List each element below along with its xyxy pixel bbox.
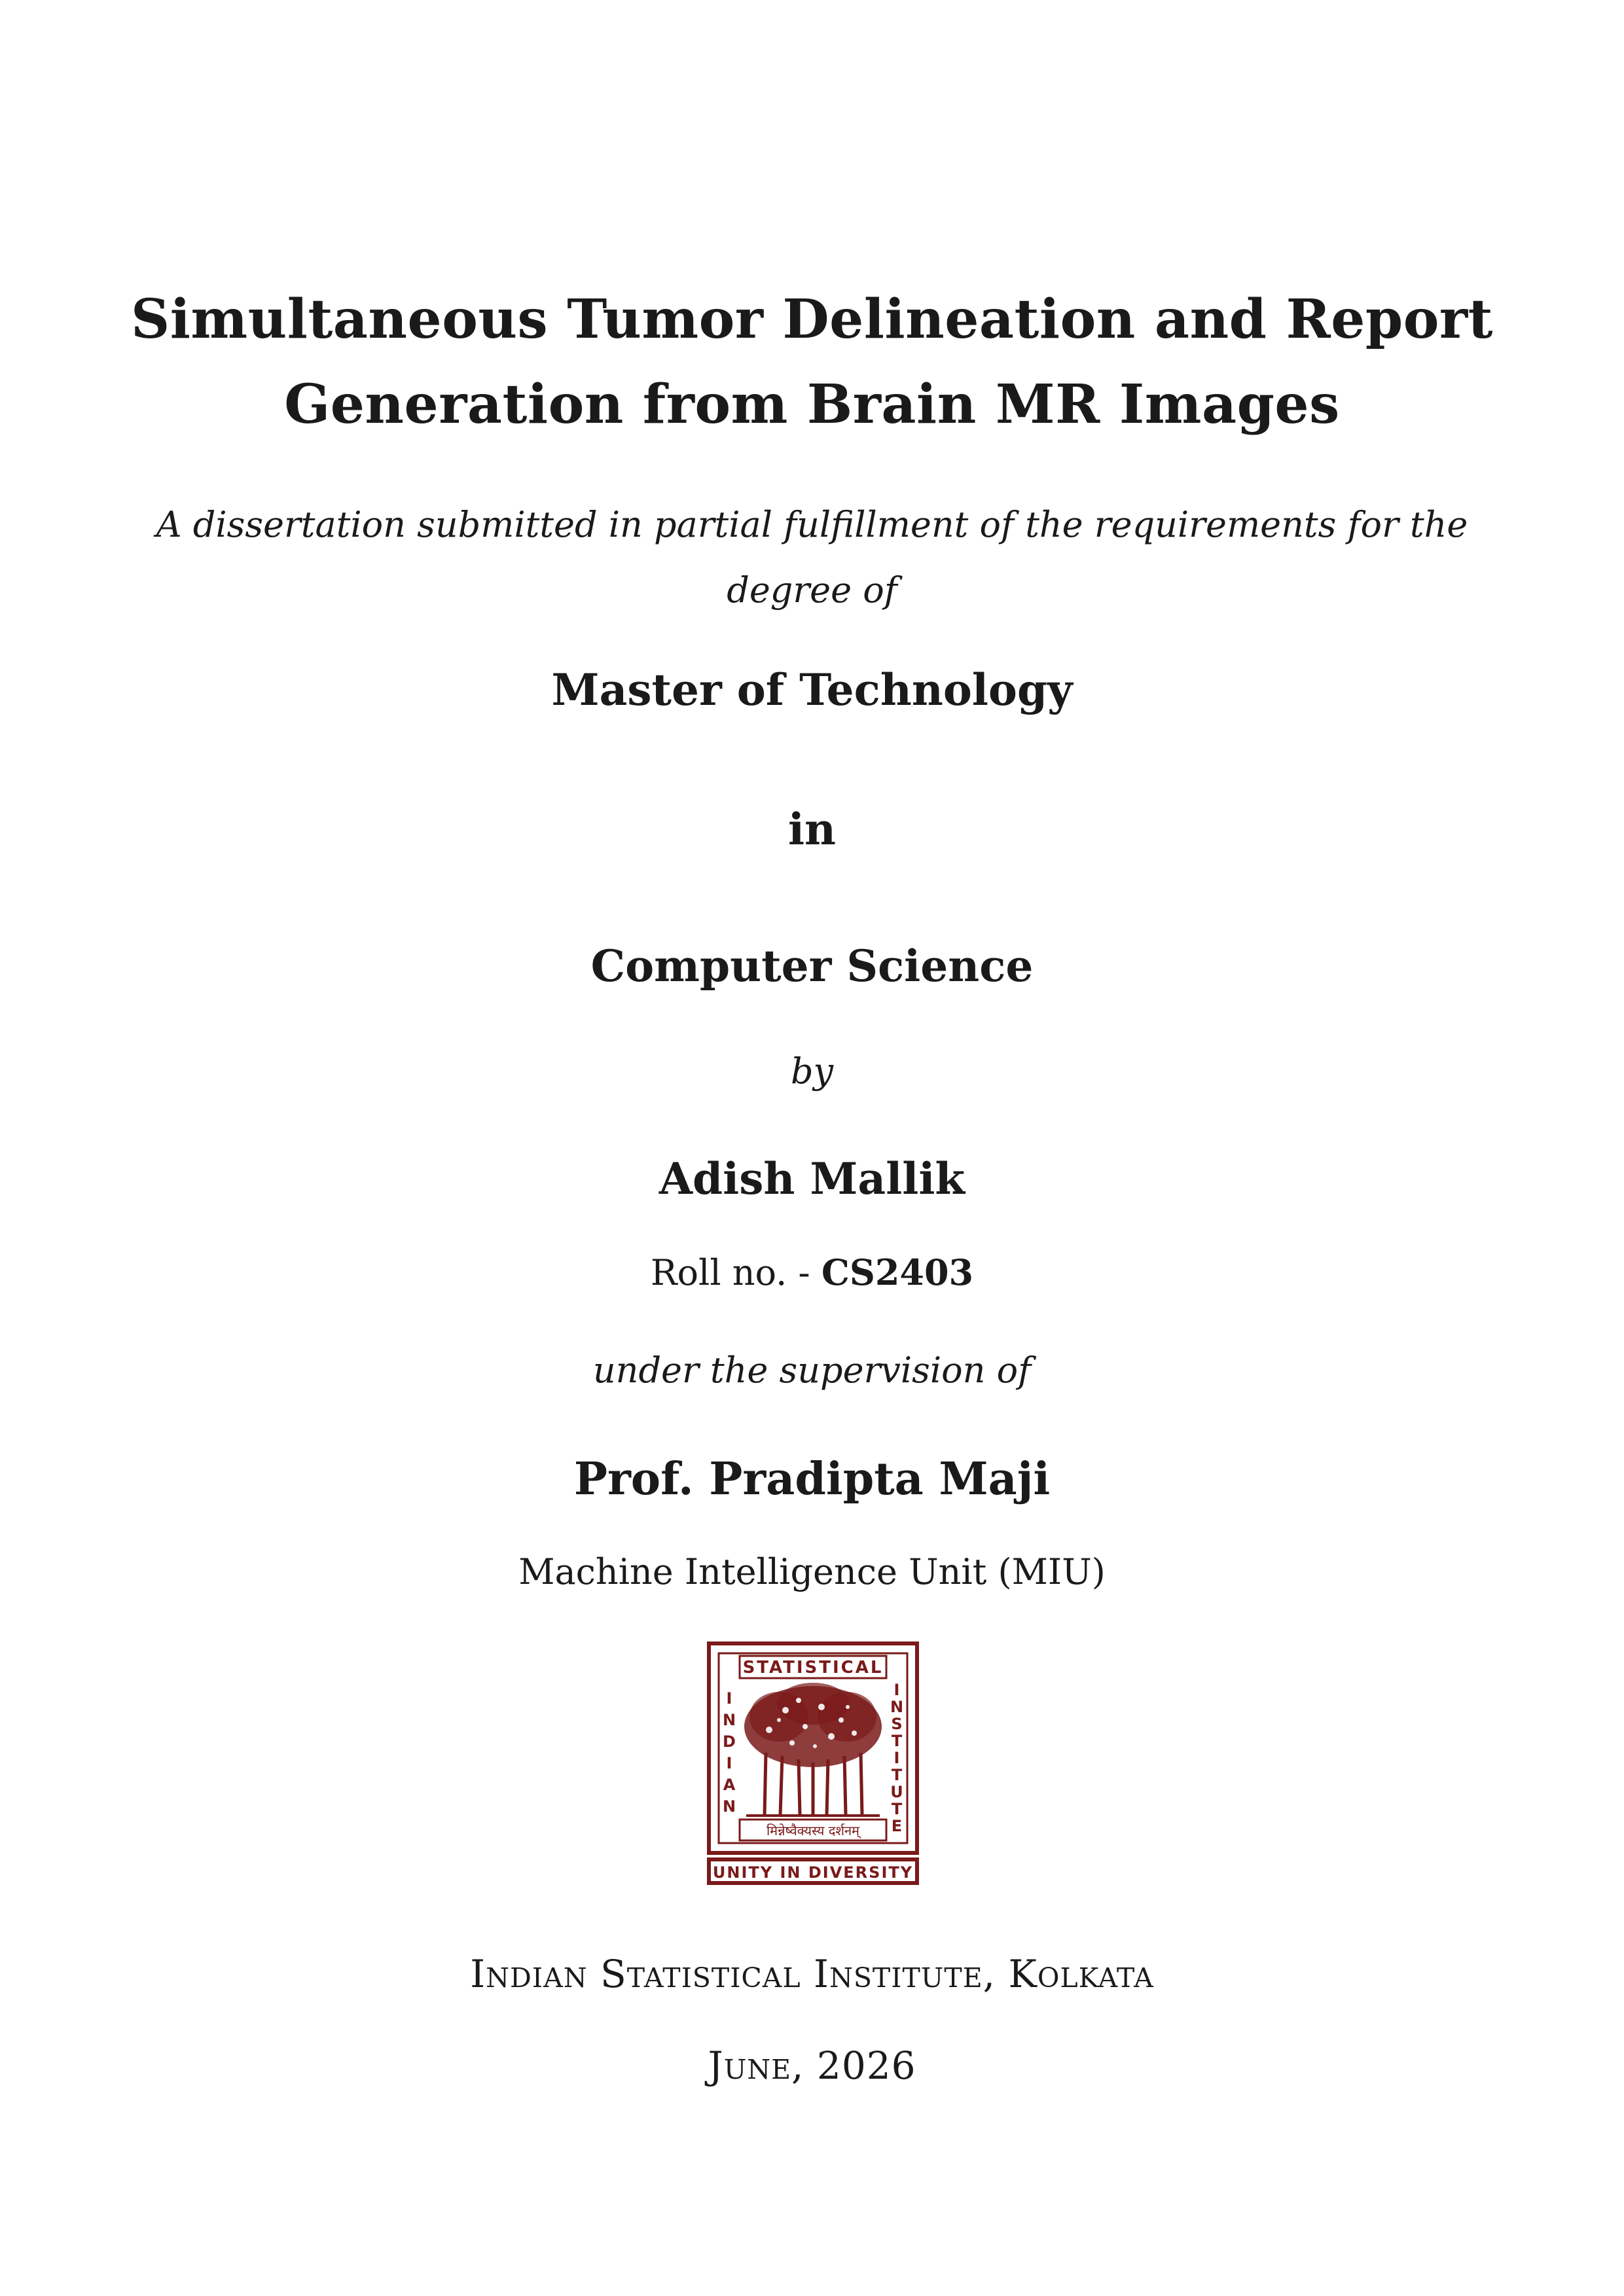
svg-text:E: E bbox=[891, 1817, 903, 1835]
svg-text:UNITY IN DIVERSITY: UNITY IN DIVERSITY bbox=[712, 1863, 914, 1882]
supervisor-name: Prof. Pradipta Maji bbox=[573, 1453, 1051, 1505]
svg-text:मिन्नेष्वैक्यस्य दर्शनम्: मिन्नेष्वैक्यस्य दर्शनम् bbox=[766, 1823, 860, 1839]
degree-in: in bbox=[787, 804, 837, 855]
submission-statement-line-1: A dissertation submitted in partial fulfillment of the requirements for the bbox=[156, 504, 1468, 545]
svg-text:N: N bbox=[722, 1797, 736, 1816]
svg-text:N: N bbox=[722, 1711, 736, 1729]
supervision-label: under the supervision of bbox=[592, 1350, 1032, 1391]
submission-statement-line-2: degree of bbox=[727, 569, 897, 611]
degree-name: Master of Technology bbox=[551, 664, 1073, 715]
by-label: by bbox=[790, 1050, 834, 1092]
svg-text:T: T bbox=[891, 1732, 903, 1750]
roll-label: Roll no. - bbox=[650, 1252, 810, 1293]
submission-date: June, 2026 bbox=[708, 2043, 916, 2088]
svg-text:U: U bbox=[890, 1783, 903, 1801]
svg-text:D: D bbox=[723, 1732, 736, 1751]
svg-text:S: S bbox=[891, 1715, 903, 1733]
author-name: Adish Mallik bbox=[659, 1153, 965, 1204]
svg-text:I: I bbox=[893, 1681, 900, 1699]
thesis-title-line-1: Simultaneous Tumor Delineation and Report bbox=[131, 288, 1493, 351]
unit-name: Machine Intelligence Unit (MIU) bbox=[518, 1551, 1106, 1592]
svg-text:I: I bbox=[726, 1689, 732, 1708]
institute-name: Indian Statistical Institute, Kolkata bbox=[470, 1952, 1154, 1996]
svg-text:T: T bbox=[891, 1800, 903, 1818]
svg-text:A: A bbox=[723, 1776, 736, 1794]
roll-number: CS2403 bbox=[821, 1251, 974, 1293]
thesis-title-line-2: Generation from Brain MR Images bbox=[284, 373, 1340, 436]
svg-text:STATISTICAL: STATISTICAL bbox=[742, 1658, 884, 1677]
isi-logo bbox=[707, 1641, 919, 1885]
svg-text:I: I bbox=[893, 1749, 900, 1767]
svg-text:N: N bbox=[890, 1698, 904, 1716]
svg-text:I: I bbox=[726, 1754, 732, 1772]
roll-number-line bbox=[0, 1251, 1624, 1293]
degree-field: Computer Science bbox=[590, 941, 1034, 992]
svg-text:T: T bbox=[891, 1766, 903, 1784]
